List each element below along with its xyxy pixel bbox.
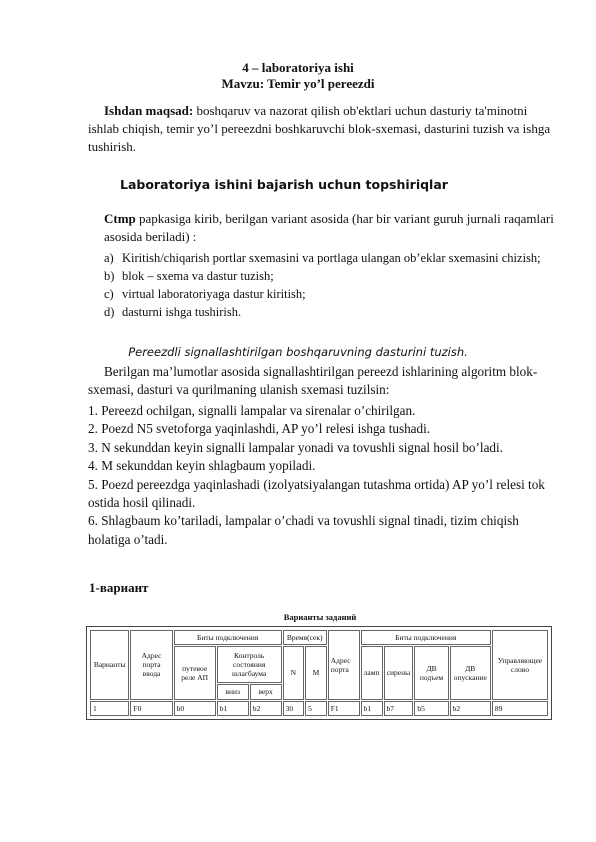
cell-port-in: F0 (130, 701, 172, 716)
header-lamp: ламп (361, 646, 383, 699)
header-port-out: Адрес порта (328, 630, 360, 700)
cell-relay: b0 (174, 701, 216, 716)
intro-label: Ctmp (104, 211, 136, 226)
list-marker: c) (104, 287, 114, 301)
cell-lamp: b1 (361, 701, 383, 716)
variant-label: 1-вариант (89, 580, 149, 595)
list-marker: b) (104, 269, 115, 283)
list-marker: a) (104, 251, 114, 265)
cell-siren: b7 (384, 701, 414, 716)
cell-port-out: F1 (328, 701, 360, 716)
step-item: 3. N sekunddan keyin signalli lampalar yonadi va tovushli signal hosil bo’ladi. (88, 439, 503, 455)
topic-title: Mavzu: Temir yo’l pereezdi (221, 76, 375, 91)
steps-list (88, 402, 558, 549)
description-paragraph: Berilgan ma’lumotlar asosida signallashtirilgan pereezd ishlarining algoritm blok-sxemasi, dasturi va qurilmaning ulanish sxemasi tuzilsin: (88, 364, 538, 398)
header-m: M (305, 646, 327, 699)
header-variants: Варианты (90, 630, 129, 700)
header-down: вниз (217, 684, 249, 699)
step-item: 5. Poezd pereezdga yaqinlashadi (izolyatsiyalangan tutashma ortida) AP yo’l relesi tok ostida hosil qilinadi. (88, 476, 545, 511)
variants-table (86, 626, 552, 720)
table-caption: Варианты заданий (283, 612, 357, 622)
cell-n: 30 (283, 701, 305, 716)
cell-variant: 1 (90, 701, 129, 716)
goal-paragraph (88, 102, 558, 156)
list-item (104, 267, 559, 285)
list-item (104, 285, 559, 303)
tasks-heading: Laboratoriya ishini bajarish uchun topshiriqlar (120, 177, 448, 192)
header-siren: сирены (384, 646, 414, 699)
list-item (104, 303, 559, 321)
lab-title: 4 – laboratoriya ishi (242, 60, 354, 75)
goal-text: boshqaruv va nazorat qilish ob'ektlari uchun dasturiy ta'minotni ishlab chiqish, temir yo’l pereezdni boshkaruvchi blok-sxemasi, dasturini tuzish va ishga tushirish. (88, 103, 551, 154)
header-bits-2: Биты подключения (361, 630, 491, 645)
header-dv-up: ДВ подъем (414, 646, 448, 699)
header-bits-1: Биты подключения (174, 630, 282, 645)
cell-up: b2 (250, 701, 282, 716)
intro-text: papkasiga kirib, berilgan variant asosida (har bir variant guruh jurnali raqamlari asosida beriladi) : (104, 211, 554, 244)
step-item: 2. Poezd N5 svetoforga yaqinlashdi, AP yo’l relesi ishga tushadi. (88, 421, 431, 437)
header-port-in: Адрес порта ввода (130, 630, 172, 700)
step-item: 4. M sekunddan keyin shlagbaum yopiladi. (88, 458, 316, 474)
header-dv-down: ДВ опускание (450, 646, 491, 699)
cell-down: b1 (217, 701, 249, 716)
header-barrier: Контроль состояния шлагбаума (217, 646, 282, 683)
list-item-text: blok – sxema va dastur tuzish; (122, 269, 274, 283)
cell-control: 89 (492, 701, 548, 716)
list-marker: d) (104, 305, 115, 319)
header-time: Время(сек) (283, 630, 327, 645)
list-item-text: virtual laboratoriyaga dastur kiritish; (122, 287, 306, 301)
header-n: N (283, 646, 305, 699)
subheading: Pereezdli signallashtirilgan boshqaruvning dasturini tuzish. (128, 345, 468, 359)
cell-dv-up: b5 (414, 701, 448, 716)
header-relay: путевое реле АП (174, 646, 216, 699)
list-item-text: Kiritish/chiqarish portlar sxemasini va portlaga ulangan ob’eklar sxemasini chizish; (122, 251, 541, 265)
header-control: Управляющее слово (492, 630, 548, 700)
step-item: 1. Pereezd ochilgan, signalli lampalar va sirenalar o’chirilgan. (88, 403, 416, 418)
list-item-text: dasturni ishga tushirish. (122, 305, 242, 319)
cell-dv-down: b2 (450, 701, 491, 716)
intro-paragraph (104, 210, 559, 246)
cell-m: 5 (305, 701, 327, 716)
step-item: 6. Shlagbaum ko’tariladi, lampalar o’chadi va tovushli signal tinadi, tizim chiqish holatiga o’tadi. (88, 513, 519, 547)
table-row (90, 701, 548, 716)
goal-label: Ishdan maqsad: (104, 103, 194, 118)
task-list (104, 249, 559, 321)
table-header-row (90, 630, 548, 645)
header-up: верх (250, 684, 282, 699)
list-item (104, 249, 559, 267)
